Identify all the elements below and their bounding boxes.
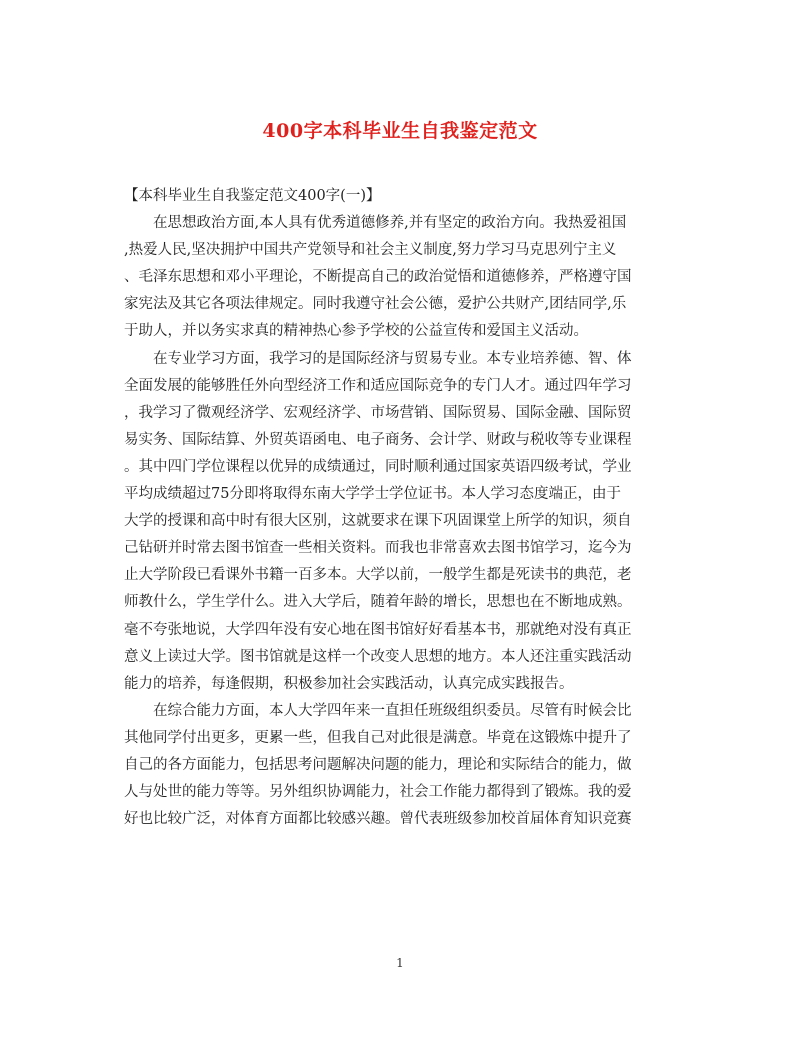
- paragraph-line: 全面发展的能够胜任外向型经济工作和适应国际竞争的专门人才。通过四年学习: [124, 377, 632, 394]
- paragraph-line: 人与处世的能力等等。另外组织协调能力，社会工作能力都得到了锻炼。我的爱: [124, 784, 632, 801]
- paragraph-line: ,热爱人民,坚决拥护中国共产党领导和社会主义制度,努力学习马克思列宁主义: [124, 242, 617, 259]
- paragraph-line: 自己的各方面能力，包括思考问题解决问题的能力，理论和实际结合的能力，做: [124, 756, 632, 773]
- paragraph-line: 毫不夸张地说，大学四年没有安心地在图书馆好好看基本书，那就绝对没有真正: [124, 621, 632, 638]
- paragraph-line: 。其中四门学位课程以优异的成绩通过，同时顺利通过国家英语四级考试，学业: [124, 458, 632, 475]
- paragraph-line: 在专业学习方面，我学习的是国际经济与贸易专业。本专业培养德、智、体: [124, 350, 632, 367]
- paragraph-line: 在综合能力方面，本人大学四年来一直担任班级组织委员。尽管有时候会比: [124, 702, 632, 719]
- paragraph-line: 易实务、国际结算、外贸英语函电、电子商务、会计学、财政与税收等专业课程: [124, 431, 632, 448]
- document-body: [124, 183, 680, 833]
- page-number: 1: [396, 956, 404, 970]
- paragraph-line: 大学的授课和高中时有很大区别，这就要求在课下巩固课堂上所学的知识，须自: [124, 513, 632, 530]
- paragraph-line: 其他同学付出更多，更累一些，但我自己对此很是满意。毕竟在这锻炼中提升了: [124, 729, 632, 746]
- paragraph-line: 止大学阶段已看课外书籍一百多本。大学以前，一般学生都是死读书的典范，老: [124, 567, 632, 584]
- paragraph-line: 在思想政治方面,本人具有优秀道德修养,并有坚定的政治方向。我热爱祖国: [124, 215, 627, 232]
- paragraph-line: ，我学习了微观经济学、宏观经济学、市场营销、国际贸易、国际金融、国际贸: [124, 404, 632, 421]
- paragraph-line: 平均成绩超过75分即将取得东南大学学士学位证书。本人学习态度端正，由于: [124, 486, 621, 503]
- paragraph-line: 于助人，并以务实求真的精神热心参予学校的公益宣传和爱国主义活动。: [124, 323, 588, 340]
- section-heading: 【本科毕业生自我鉴定范文400字(一)】: [124, 188, 381, 204]
- paragraph-line: 好也比较广泛，对体育方面都比较感兴趣。曾代表班级参加校首届体育知识竞赛: [124, 811, 632, 828]
- paragraph-line: 家宪法及其它各项法律规定。同时我遵守社会公德，爱护公共财产,团结同学,乐: [124, 296, 627, 313]
- paragraph-line: 己钻研并时常去图书馆查一些相关资料。而我也非常喜欢去图书馆学习，迄今为: [124, 540, 632, 557]
- paragraph-line: 意义上读过大学。图书馆就是这样一个改变人思想的地方。本人还注重实践活动: [124, 648, 632, 665]
- paragraph-line: 师教什么，学生学什么。进入大学后，随着年龄的增长，思想也在不断地成熟。: [124, 594, 632, 611]
- document-title: 400字本科毕业生自我鉴定范文: [262, 120, 538, 142]
- paragraph-line: 、毛泽东思想和邓小平理论，不断提高自己的政治觉悟和道德修养，严格遵守国: [124, 269, 632, 286]
- paragraph-line: 能力的培养，每逢假期，积极参加社会实践活动，认真完成实践报告。: [124, 675, 574, 692]
